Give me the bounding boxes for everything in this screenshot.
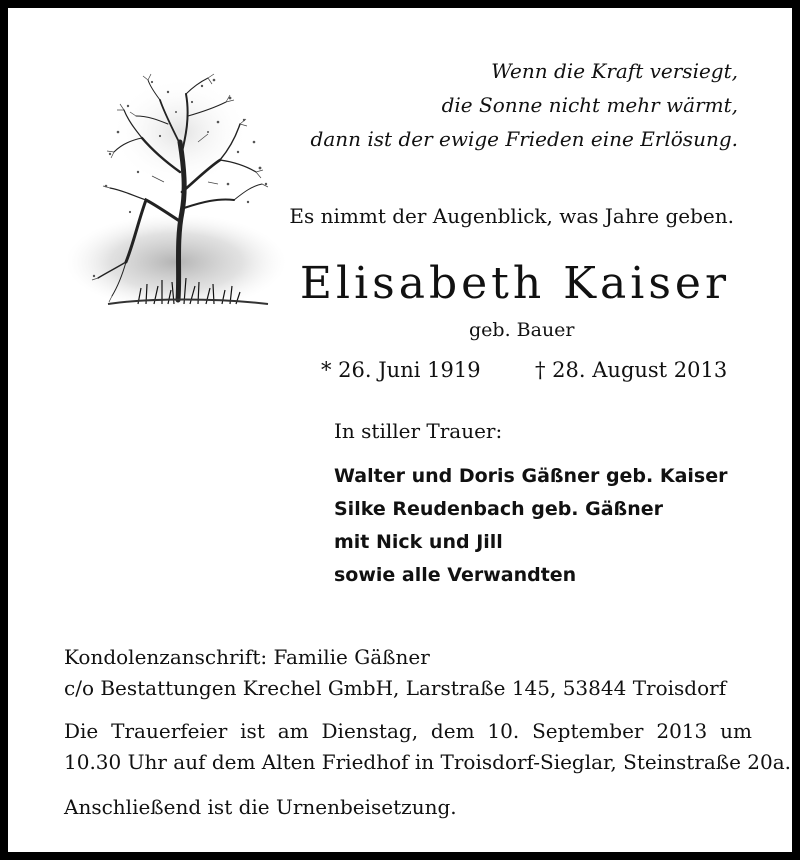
motto-line: Wenn die Kraft versiegt,: [491, 59, 738, 83]
mourning-label: In stiller Trauer:: [334, 419, 503, 443]
urn-burial-info: Anschließend ist die Urnenbeisetzung.: [64, 795, 457, 819]
service-line: Die Trauerfeier ist am Dienstag, dem 10. September 2013 um: [64, 719, 752, 743]
mourner-line: mit Nick und Jill: [334, 531, 503, 553]
mourners-list: [334, 460, 728, 592]
deceased-name: Elisabeth Kaiser: [299, 258, 730, 309]
motto-line: dann ist der ewige Frieden eine Erlösung.: [310, 127, 738, 151]
service-line: 10.30 Uhr auf dem Alten Friedhof in Troisdorf-Sieglar, Steinstraße 20a.: [64, 750, 792, 774]
mourner-line: Silke Reudenbach geb. Gäßner: [334, 498, 664, 520]
motto-verse: [218, 54, 738, 156]
birth-surname: geb. Bauer: [469, 319, 575, 341]
mourner-line: Walter und Doris Gäßner geb. Kaiser: [334, 465, 728, 487]
funeral-service-info: [64, 716, 792, 778]
birth-date: * 26. Juni 1919: [321, 358, 481, 382]
saying: Es nimmt der Augenblick, was Jahre geben.: [289, 204, 734, 228]
death-date: † 28. August 2013: [535, 358, 728, 382]
condolence-address: [64, 642, 752, 704]
condolence-line: c/o Bestattungen Krechel GmbH, Larstraße 145, 53844 Troisdorf: [64, 676, 727, 700]
motto-line: die Sonne nicht mehr wärmt,: [441, 93, 738, 117]
condolence-line: Kondolenzanschrift: Familie Gäßner: [64, 645, 430, 669]
mourner-line: sowie alle Verwandten: [334, 564, 577, 586]
